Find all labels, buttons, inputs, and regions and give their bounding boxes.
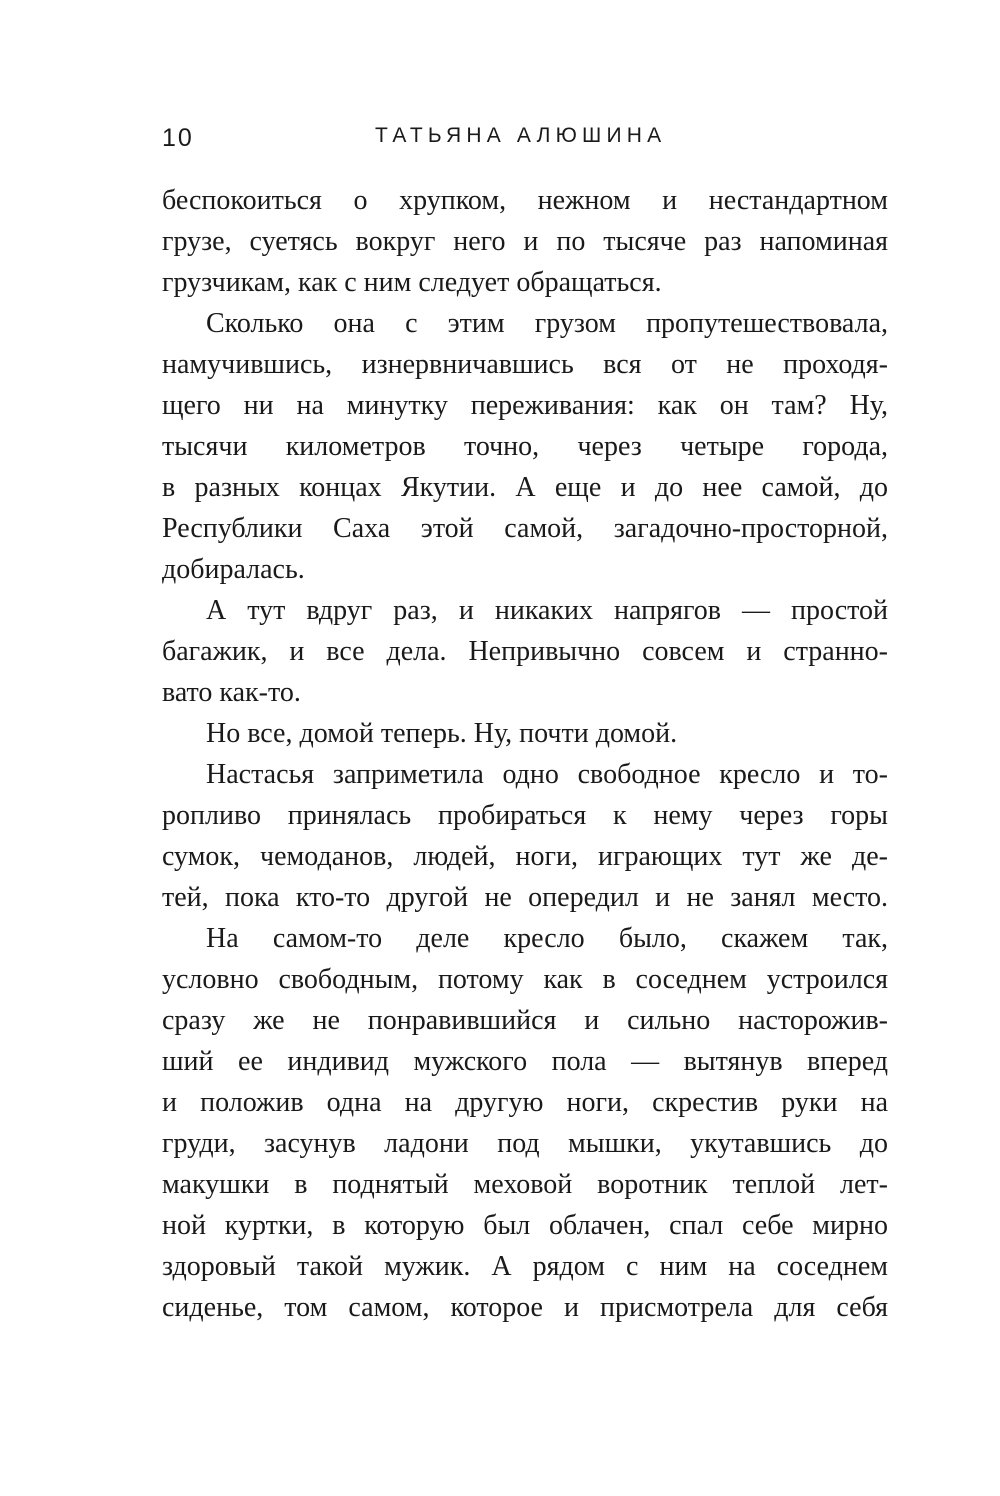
- paragraph-line: грузчикам, как с ним следует обращаться.: [162, 267, 662, 298]
- paragraph-line: На самом-то деле кресло было, скажем так,: [206, 923, 888, 954]
- paragraph-line: вато как-то.: [162, 677, 301, 708]
- paragraph-line: грузе, суетясь вокруг него и по тысяче раз напоминая: [162, 226, 888, 257]
- paragraph-line: ший ее индивид мужского пола — вытянув вперед: [162, 1046, 888, 1077]
- paragraph-line: Сколько она с этим грузом пропутешествовала,: [206, 308, 888, 339]
- paragraph-line: Но все, домой теперь. Ну, почти домой.: [206, 718, 678, 749]
- paragraph-line: багажик, и все дела. Непривычно совсем и странно-: [162, 636, 888, 667]
- book-author: ТАТЬЯНА АЛЮШИНА: [375, 124, 667, 147]
- paragraph-line: намучившись, изнервничавшись вся от не проходя-: [162, 349, 888, 380]
- page-number: 10: [162, 124, 194, 152]
- paragraph-line: в разных концах Якутии. А еще и до нее самой, до: [162, 472, 888, 503]
- paragraph-line: условно свободным, потому как в соседнем устроился: [162, 964, 888, 995]
- paragraph-line: добиралась.: [162, 554, 305, 585]
- paragraph-line: тей, пока кто-то другой не опередил и не занял место.: [162, 882, 888, 913]
- paragraph-line: макушки в поднятый меховой воротник теплой лет-: [162, 1169, 888, 1200]
- paragraph-line: Настасья заприметила одно свободное кресло и то-: [206, 759, 888, 790]
- paragraph-line: тысячи километров точно, через четыре города,: [162, 431, 888, 462]
- paragraph-line: ной куртки, в которую был облачен, спал себе мирно: [162, 1210, 888, 1241]
- paragraph-line: А тут вдруг раз, и никаких напрягов — простой: [206, 595, 888, 626]
- paragraph-line: и положив одна на другую ноги, скрестив руки на: [162, 1087, 888, 1118]
- running-head: [162, 124, 888, 164]
- paragraph-line: здоровый такой мужик. А рядом с ним на соседнем: [162, 1251, 888, 1282]
- paragraph-line: ропливо принялась пробираться к нему через горы: [162, 800, 888, 831]
- paragraph-line: беспокоиться о хрупком, нежном и нестандартном: [162, 185, 888, 216]
- paragraph-line: сразу же не понравившийся и сильно насторожив-: [162, 1005, 888, 1036]
- paragraph-line: сумок, чемоданов, людей, ноги, играющих тут же де-: [162, 841, 888, 872]
- body-text: [162, 180, 888, 1328]
- paragraph-line: груди, засунув ладони под мышки, укутавшись до: [162, 1128, 888, 1159]
- paragraph-line: Республики Саха этой самой, загадочно-просторной,: [162, 513, 888, 544]
- paragraph-line: щего ни на минутку переживания: как он там? Ну,: [162, 390, 888, 421]
- paragraph-line: сиденье, том самом, которое и присмотрела для себя: [162, 1292, 888, 1323]
